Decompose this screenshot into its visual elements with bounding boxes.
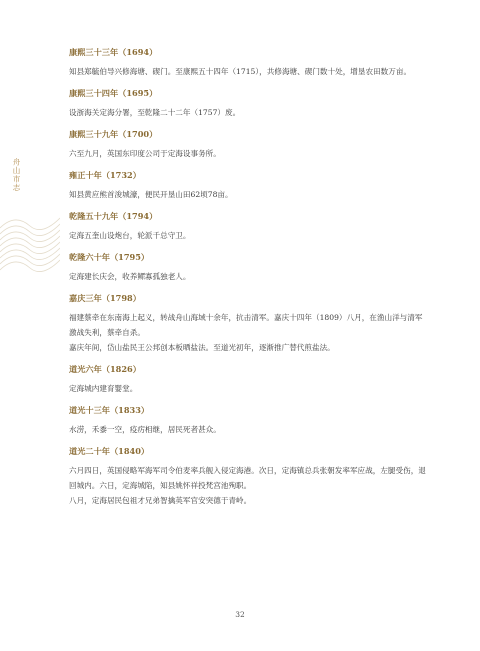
entry-text: 水涝，禾黍一空，疫疠相继，居民死者甚众。 xyxy=(69,425,221,434)
entry-1795 xyxy=(69,252,429,284)
entry-text: 定海建长庆会，收养鳏寡孤独老人。 xyxy=(69,272,191,281)
entry-year: 康熙三十三年（1694） xyxy=(69,47,158,57)
entry-text: 知县郑毓伯导兴修海塘、碶门。至康熙五十四年（1715），共修海塘、碶门数十处，增垦农田数万亩。 xyxy=(69,67,412,76)
entry-1833 xyxy=(69,405,429,437)
side-chapter-title: 舟山市志 xyxy=(12,158,21,192)
entry-text: 设浙海关定海分署，至乾隆二十二年（1757）废。 xyxy=(69,108,241,117)
entry-year: 乾隆六十年（1795） xyxy=(69,252,150,262)
entry-text: 知县黄应熊首浚城濠，便民开垦山田62顷78亩。 xyxy=(69,190,233,199)
chronicle-content xyxy=(69,47,429,508)
entry-text: 八月，定海居民包祖才兄弟智擒英军官安突德于青岭。 xyxy=(69,496,252,505)
entry-year: 嘉庆三年（1798） xyxy=(69,293,141,303)
entry-year: 康熙三十四年（1695） xyxy=(69,88,158,98)
entry-1826 xyxy=(69,364,429,396)
entry-1732 xyxy=(69,170,429,202)
entry-text: 嘉庆年间，岱山盐民王公邦创本板晒盐法。至道光初年，逐渐推广替代煎盐法。 xyxy=(69,343,335,352)
entry-1694 xyxy=(69,47,429,79)
entry-1798 xyxy=(69,293,429,355)
entry-year: 道光六年（1826） xyxy=(69,364,141,374)
entry-year: 乾隆五十九年（1794） xyxy=(69,211,158,221)
entry-text: 定海五奎山设炮台，轮派千总守卫。 xyxy=(69,231,191,240)
entry-year: 雍正十年（1732） xyxy=(69,170,141,180)
entry-1794 xyxy=(69,211,429,243)
entry-1840 xyxy=(69,446,429,508)
entry-1700 xyxy=(69,129,429,161)
entry-year: 康熙三十九年（1700） xyxy=(69,129,158,139)
mountain-decoration xyxy=(0,188,60,288)
entry-1695 xyxy=(69,88,429,120)
entry-text: 定海城内建育婴堂。 xyxy=(69,384,138,393)
entry-year: 道光十三年（1833） xyxy=(69,405,150,415)
entry-text: 福建蔡牵在东南海上起义，转战舟山海域十余年，抗击清军。嘉庆十四年（1809）八月，在渔山洋与清军激战失利，蔡牵自杀。 xyxy=(69,313,423,337)
page-number: 32 xyxy=(235,610,245,619)
entry-text: 六至九月，英国东印度公司于定海设事务所。 xyxy=(69,149,221,158)
entry-year: 道光二十年（1840） xyxy=(69,446,150,456)
entry-text: 六月四日，英国侵略军海军司令伯麦率兵舰入侵定海港。次日，定海镇总兵张朝发率军应战，左腿受伤，退回城内。六日，定海城陷，知县姚怀祥投梵宫池殉职。 xyxy=(69,466,426,490)
